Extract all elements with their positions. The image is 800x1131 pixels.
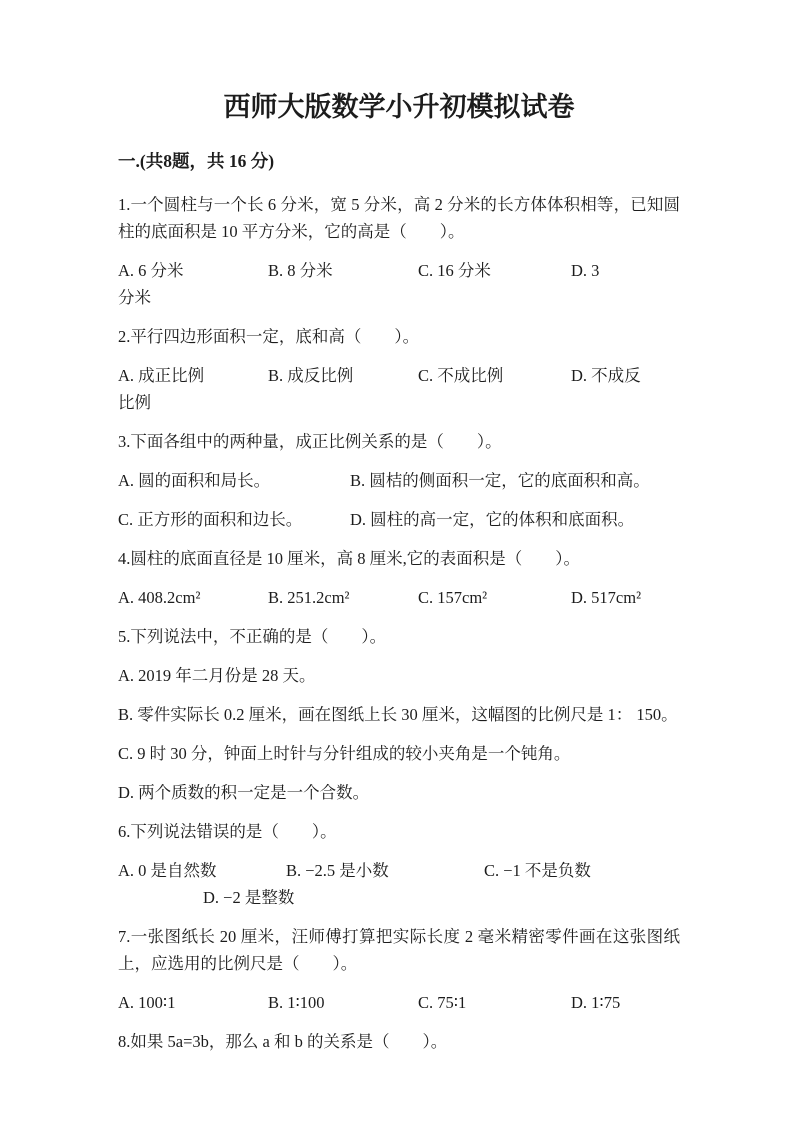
- question-6-text: 6.下列说法错误的是（ ）。: [118, 822, 337, 841]
- question-2-option-a: A. 成正比例: [118, 366, 205, 385]
- question-1: [118, 191, 680, 311]
- question-7-option-a: A. 100∶1: [118, 993, 176, 1012]
- question-4: [118, 545, 680, 611]
- question-3-options-row-2: [118, 506, 680, 533]
- question-8: [118, 1028, 680, 1055]
- question-2-option-b: B. 成反比例: [268, 366, 354, 385]
- question-3-options-row-1: [118, 467, 680, 494]
- question-6-options: [118, 857, 680, 884]
- question-6-option-c: C. −1 不是负数: [484, 861, 591, 880]
- question-7-option-d: D. 1∶75: [571, 993, 621, 1012]
- question-3-option-d: D. 圆柱的高一定，它的体积和底面积。: [350, 510, 635, 529]
- question-7-text: 7.一张图纸长 20 厘米，汪师傅打算把实际长度 2 毫米精密零件画在这张图纸上，应选用的比例尺是（ ）。: [118, 927, 680, 973]
- question-3-option-b: B. 圆桔的侧面积一定，它的底面积和高。: [350, 471, 650, 490]
- question-3-text: 3.下面各组中的两种量，成正比例关系的是（ ）。: [118, 432, 502, 451]
- question-5: [118, 623, 680, 806]
- question-1-text: 1.一个圆柱与一个长 6 分米，宽 5 分米，高 2 分米的长方体体积相等，已知圆柱的底面积是 10 平方分米，它的高是（ ）。: [118, 195, 680, 241]
- question-1-option-d: D. 3: [571, 261, 600, 280]
- question-1-options: [118, 257, 680, 284]
- question-2: [118, 323, 680, 416]
- question-6-option-b: B. −2.5 是小数: [286, 861, 389, 880]
- question-2-option-c: C. 不成比例: [418, 366, 504, 385]
- question-7: [118, 923, 680, 1016]
- question-7-options: [118, 989, 680, 1016]
- question-1-option-d-wrap: 分米: [118, 288, 151, 307]
- question-1-option-a: A. 6 分米: [118, 261, 184, 280]
- question-5-text: 5.下列说法中，不正确的是（ ）。: [118, 627, 387, 646]
- question-7-option-b: B. 1∶100: [268, 993, 325, 1012]
- question-4-option-b: B. 251.2cm²: [268, 588, 350, 607]
- question-4-text: 4.圆柱的底面直径是 10 厘米，高 8 厘米,它的表面积是（ ）。: [118, 549, 580, 568]
- question-1-option-c: C. 16 分米: [418, 261, 491, 280]
- page-title: 西师大版数学小升初模拟试卷: [223, 92, 575, 122]
- question-1-option-b: B. 8 分米: [268, 261, 333, 280]
- question-4-options: [118, 584, 680, 611]
- question-2-option-d: D. 不成反: [571, 366, 641, 385]
- question-8-text: 8.如果 5a=3b，那么 a 和 b 的关系是（ ）。: [118, 1032, 448, 1051]
- question-7-option-c: C. 75∶1: [418, 993, 467, 1012]
- question-6: [118, 818, 680, 911]
- question-6-option-d: D. −2 是整数: [203, 888, 295, 907]
- question-3-option-c: C. 正方形的面积和边长。: [118, 510, 303, 529]
- question-4-option-d: D. 517cm²: [571, 588, 642, 607]
- question-2-options: [118, 362, 680, 389]
- question-6-option-a: A. 0 是自然数: [118, 861, 217, 880]
- question-5-option-c: C. 9 时 30 分，钟面上时针与分针组成的较小夹角是一个钝角。: [118, 744, 571, 763]
- question-4-option-a: A. 408.2cm²: [118, 588, 201, 607]
- question-3-option-a: A. 圆的面积和局长。: [118, 471, 271, 490]
- question-2-text: 2.平行四边形面积一定，底和高（ ）。: [118, 327, 420, 346]
- section-header: 一.(共8题，共 16 分): [118, 151, 275, 171]
- question-3: [118, 428, 680, 533]
- question-5-option-b: B. 零件实际长 0.2 厘米，画在图纸上长 30 厘米，这幅图的比例尺是 1： 150。: [118, 705, 678, 724]
- question-5-option-d: D. 两个质数的积一定是一个合数。: [118, 783, 370, 802]
- question-4-option-c: C. 157cm²: [418, 588, 488, 607]
- question-2-option-d-wrap: 比例: [118, 393, 151, 412]
- question-5-option-a: A. 2019 年二月份是 28 天。: [118, 666, 316, 685]
